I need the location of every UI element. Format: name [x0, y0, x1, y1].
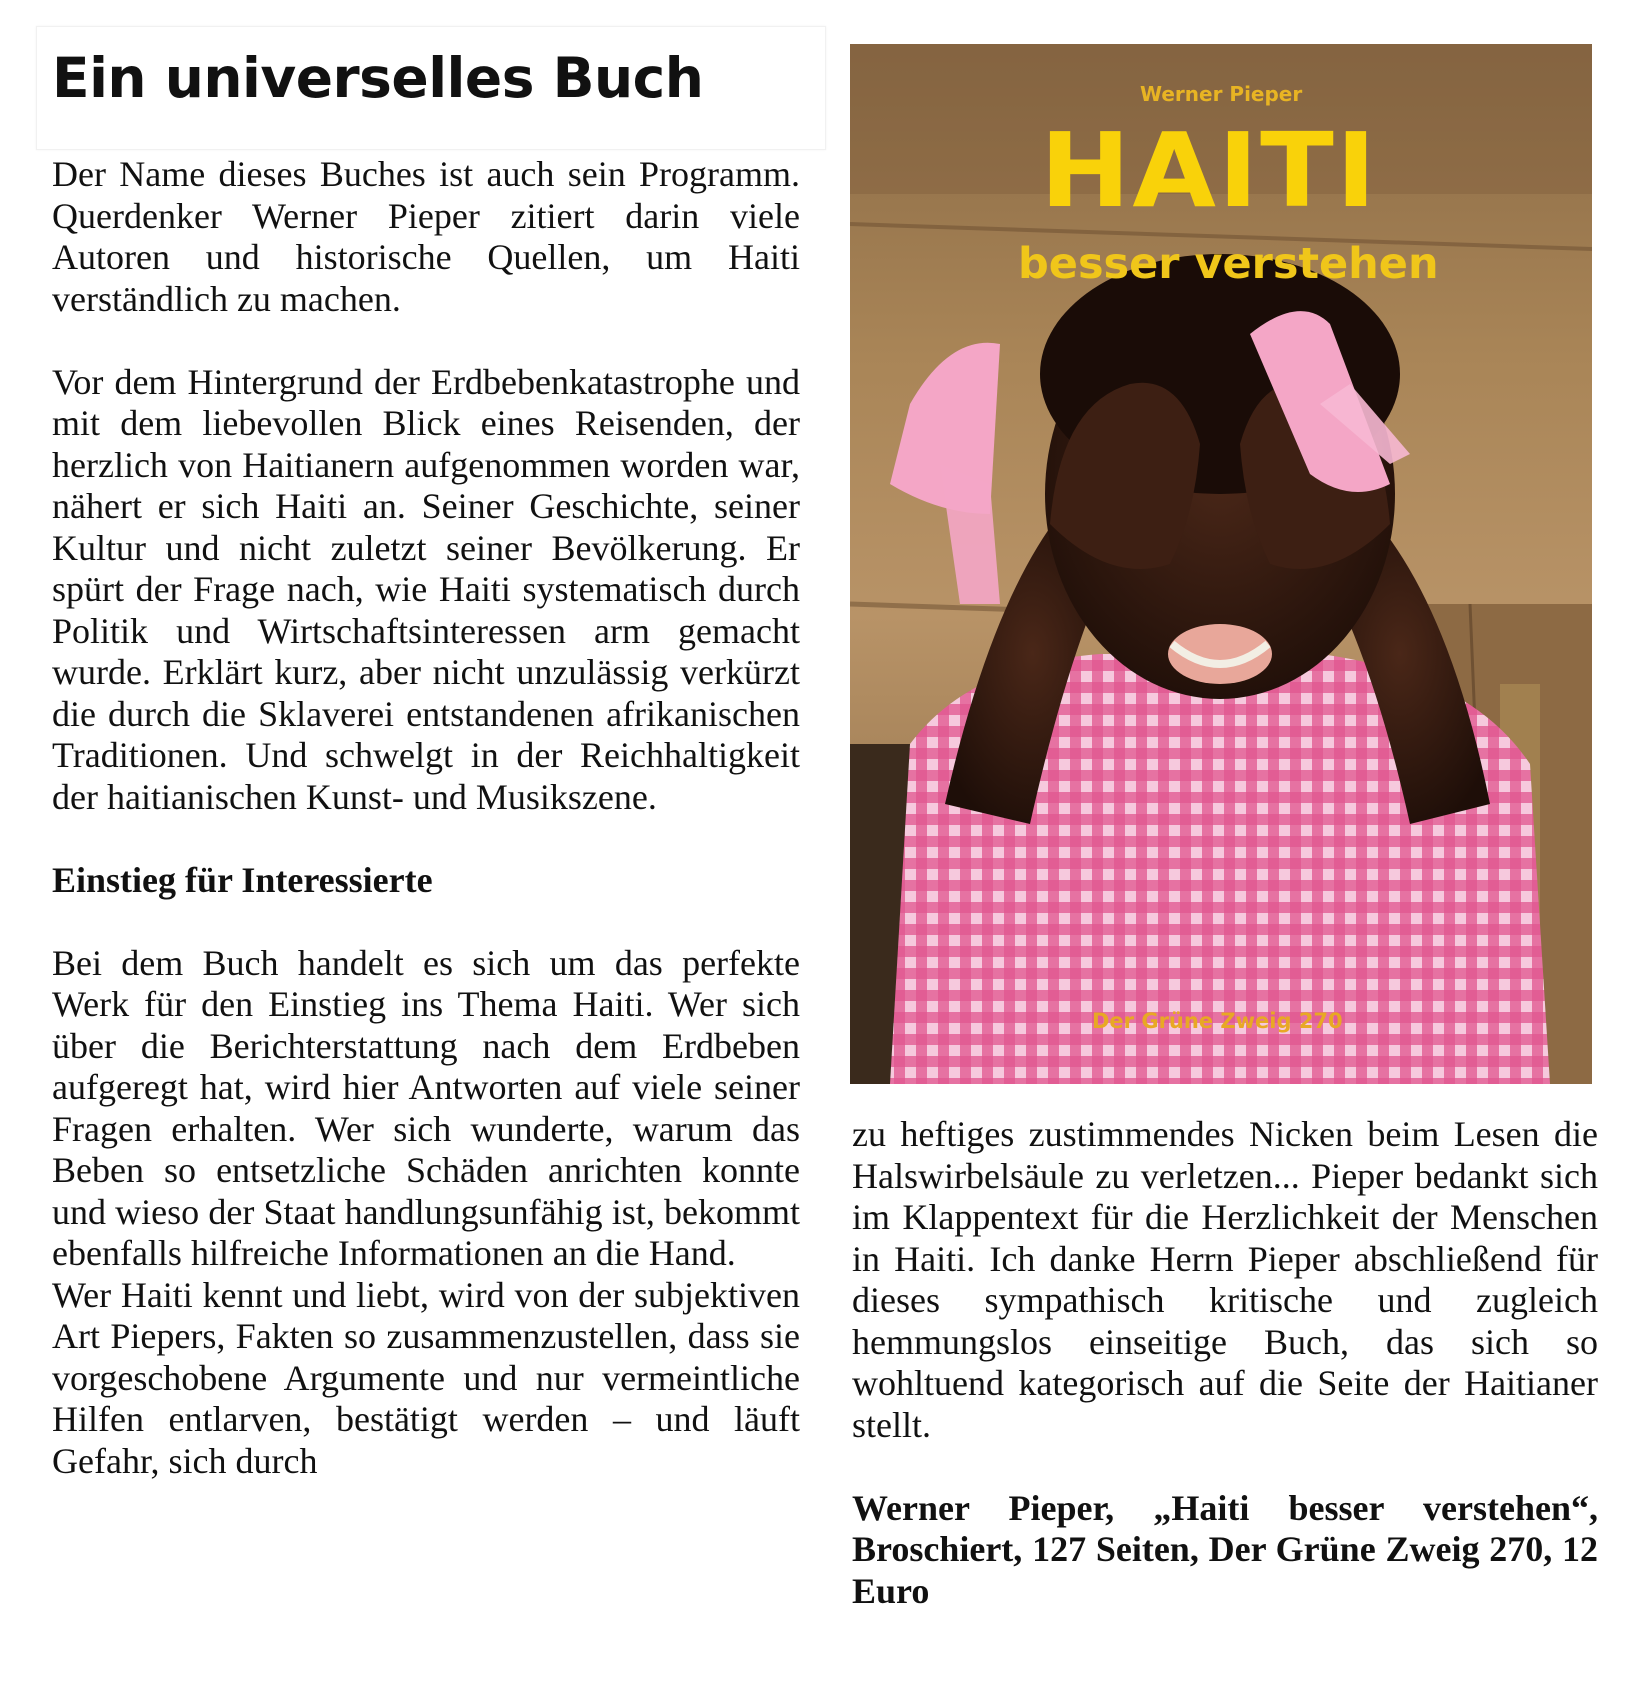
paragraph-background: Vor dem Hintergrund der Erdbebenkatastrophe und mit dem liebevollen Blick eines Reisenden, der herzlich von Haitianern aufgenommen worden war, nähert er sich Haiti an. Seiner Geschichte, seiner Kultur und nicht zuletzt seiner Bevölkerung. Er spürt der Frage nach, wie Haiti systematisch durch Politik und Wirtschaftsinteressen arm gemacht wurde. Erklärt kurz, aber nicht unzulässig verkürzt die durch die Sklaverei entstandenen afrikanischen Traditionen. Und schwelgt in der Reichhaltigkeit der haitianischen Kunst- und Musikszene. [52, 361, 800, 817]
book-cover-image [850, 44, 1592, 1084]
cover-author: Werner Pieper [1140, 82, 1303, 106]
cover-subtitle: besser verstehen [1018, 239, 1439, 289]
book-fact-box: Werner Pieper, „Haiti besser verstehen“, Broschiert, 127 Seiten, Der Grüne Zweig 270, 12 Euro [852, 1487, 1598, 1611]
paragraph-subjective: Wer Haiti kennt und liebt, wird von der subjektiven Art Piepers, Fakten so zusammenzustellen, dass sie vorgeschobene Argumente und nur vermeintliche Hilfen entlarven, bestätigt werden – und läuft Gefahr, sich durch [52, 1274, 800, 1481]
article-headline: Ein universelles Buch [52, 46, 704, 110]
paragraph-intro: Der Name dieses Buches ist auch sein Programm. Querdenker Werner Pieper zitiert darin viele Autoren und historische Quellen, um Haiti verständlich zu machen. [52, 154, 800, 319]
paragraph-closing: zu heftiges zustimmendes Nicken beim Lesen die Halswirbelsäule zu verletzen... Pieper bedankt sich im Klappentext für die Herzlichkeit der Menschen in Haiti. Ich danke Herrn Pieper abschließend für dieses sympathisch kritische und zugleich hemmungslos einseitige Buch, das sich so wohltuend kategorisch auf die Seite der Haitianer stellt. [852, 1114, 1598, 1445]
paragraph-entry: Bei dem Buch handelt es sich um das perfekte Werk für den Einstieg ins Thema Haiti. Wer sich über die Berichterstattung nach dem Erdbeben aufgeregt hat, wird hier Antworten auf viele seiner Fragen erhalten. Wer sich wunderte, warum das Beben so entsetzliche Schäden anrichten konnte und wieso der Staat handlungsunfähig ist, bekommt ebenfalls hilfreiche Informationen an die Hand. [52, 942, 800, 1273]
left-column [52, 154, 800, 1482]
right-column [852, 1114, 1598, 1612]
subheading: Einstieg für Interessierte [52, 859, 433, 900]
cover-title: HAITI [1040, 112, 1379, 231]
cover-publisher: Der Grüne Zweig 270 [1092, 1009, 1343, 1033]
